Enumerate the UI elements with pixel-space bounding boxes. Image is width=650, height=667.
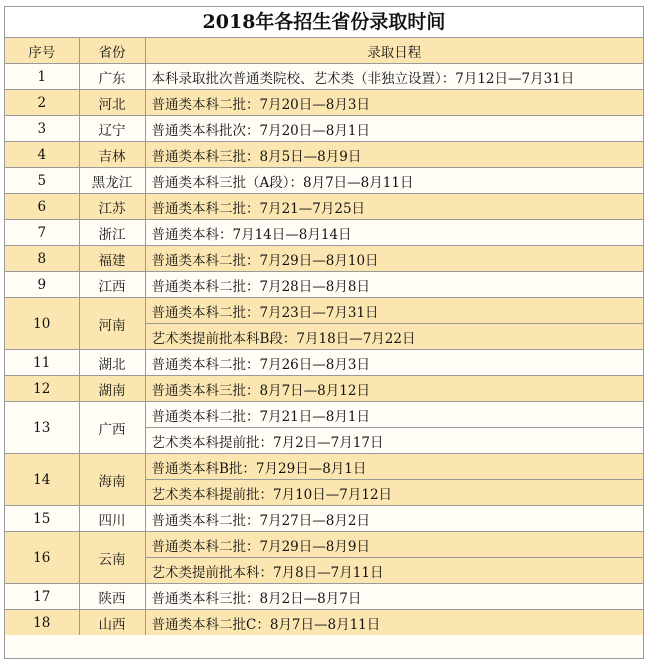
- admission-table-frame: [4, 6, 644, 659]
- row-schedule: 普通类本科三批：8月5日—8月9日: [145, 142, 643, 168]
- row-index: 17: [5, 584, 79, 610]
- table-row: [5, 298, 643, 324]
- row-index: 8: [5, 246, 79, 272]
- row-schedule: 普通类本科批次：7月20日—8月1日: [145, 116, 643, 142]
- row-schedule: 普通类本科三批（A段）：8月7日—8月11日: [145, 168, 643, 194]
- row-schedule: 本科录取批次普通类院校、艺术类（非独立设置）：7月12日—7月31日: [145, 64, 643, 90]
- table-row: [5, 610, 643, 636]
- row-province: 云南: [79, 532, 145, 584]
- header-province: 省份: [79, 38, 145, 64]
- table-row: [5, 454, 643, 480]
- row-index: 11: [5, 350, 79, 376]
- admission-schedule-table: [5, 38, 643, 635]
- row-schedule: 普通类本科二批：7月29日—8月10日: [145, 246, 643, 272]
- row-schedule: 艺术类本科提前批：7月10日—7月12日: [145, 480, 643, 506]
- table-row: [5, 90, 643, 116]
- table-row: [5, 142, 643, 168]
- table-row: [5, 350, 643, 376]
- row-province: 黑龙江: [79, 168, 145, 194]
- row-schedule: 普通类本科三批：8月2日—8月7日: [145, 584, 643, 610]
- row-province: 河北: [79, 90, 145, 116]
- row-index: 2: [5, 90, 79, 116]
- row-index: 12: [5, 376, 79, 402]
- row-schedule: 艺术类提前批本科：7月8日—7月11日: [145, 558, 643, 584]
- table-row: [5, 584, 643, 610]
- table-row: [5, 220, 643, 246]
- table-row: [5, 116, 643, 142]
- row-province: 江西: [79, 272, 145, 298]
- row-province: 浙江: [79, 220, 145, 246]
- row-schedule: 普通类本科二批C：8月7日—8月11日: [145, 610, 643, 636]
- row-index: 3: [5, 116, 79, 142]
- row-schedule: 普通类本科二批：7月26日—8月3日: [145, 350, 643, 376]
- row-schedule: 艺术类本科提前批：7月2日—7月17日: [145, 428, 643, 454]
- row-index: 14: [5, 454, 79, 506]
- row-schedule: 普通类本科二批：7月28日—8月8日: [145, 272, 643, 298]
- row-index: 1: [5, 64, 79, 90]
- header-index: 序号: [5, 38, 79, 64]
- row-schedule: 普通类本科三批：8月7日—8月12日: [145, 376, 643, 402]
- row-schedule: 艺术类提前批本科B段：7月18日—7月22日: [145, 324, 643, 350]
- row-index: 7: [5, 220, 79, 246]
- table-row: [5, 246, 643, 272]
- row-index: 6: [5, 194, 79, 220]
- row-province: 四川: [79, 506, 145, 532]
- table-row: [5, 64, 643, 90]
- row-schedule: 普通类本科B批：7月29日—8月1日: [145, 454, 643, 480]
- row-schedule: 普通类本科二批：7月29日—8月9日: [145, 532, 643, 558]
- row-province: 吉林: [79, 142, 145, 168]
- table-header-row: [5, 38, 643, 64]
- row-index: 5: [5, 168, 79, 194]
- table-row: [5, 376, 643, 402]
- row-province: 辽宁: [79, 116, 145, 142]
- table-row: [5, 168, 643, 194]
- row-province: 广西: [79, 402, 145, 454]
- table-row: [5, 506, 643, 532]
- row-index: 4: [5, 142, 79, 168]
- row-schedule: 普通类本科二批：7月21—7月25日: [145, 194, 643, 220]
- row-province: 湖北: [79, 350, 145, 376]
- table-title: 2018年各招生省份录取时间: [5, 7, 643, 38]
- row-index: 18: [5, 610, 79, 636]
- row-province: 海南: [79, 454, 145, 506]
- row-index: 16: [5, 532, 79, 584]
- row-index: 15: [5, 506, 79, 532]
- row-province: 江苏: [79, 194, 145, 220]
- row-schedule: 普通类本科二批：7月21日—8月1日: [145, 402, 643, 428]
- row-schedule: 普通类本科：7月14日—8月14日: [145, 220, 643, 246]
- row-index: 9: [5, 272, 79, 298]
- row-index: 13: [5, 402, 79, 454]
- row-province: 福建: [79, 246, 145, 272]
- row-province: 湖南: [79, 376, 145, 402]
- row-schedule: 普通类本科二批：7月20日—8月3日: [145, 90, 643, 116]
- row-province: 陕西: [79, 584, 145, 610]
- row-schedule: 普通类本科二批：7月27日—8月2日: [145, 506, 643, 532]
- table-row: [5, 194, 643, 220]
- row-province: 山西: [79, 610, 145, 636]
- row-province: 河南: [79, 298, 145, 350]
- row-province: 广东: [79, 64, 145, 90]
- row-index: 10: [5, 298, 79, 350]
- table-row: [5, 272, 643, 298]
- table-row: [5, 402, 643, 428]
- row-schedule: 普通类本科二批：7月23日—7月31日: [145, 298, 643, 324]
- header-schedule: 录取日程: [145, 38, 643, 64]
- table-row: [5, 532, 643, 558]
